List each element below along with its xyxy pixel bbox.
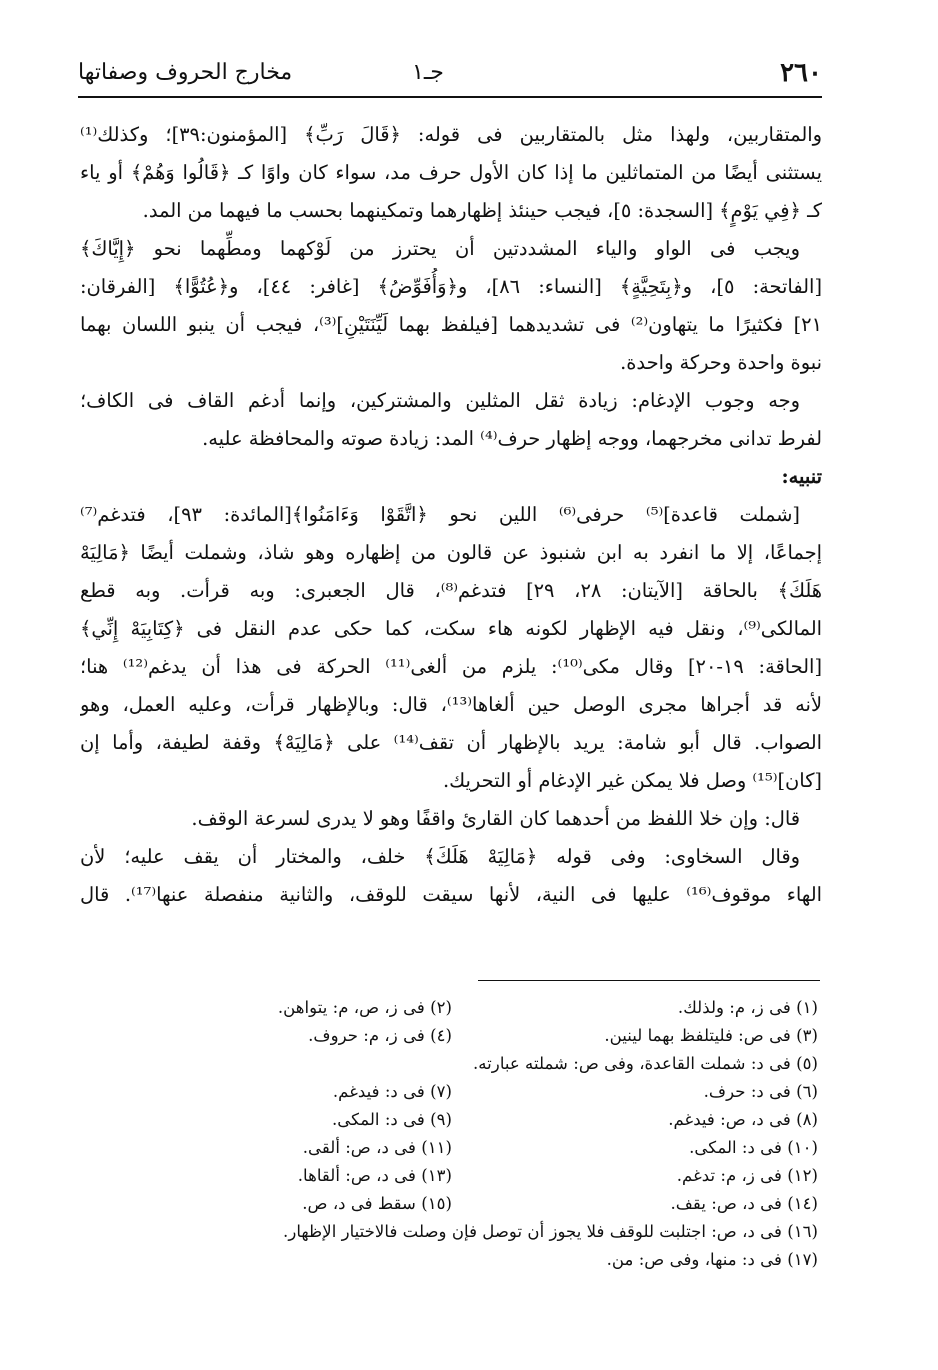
text-line: وجه وجوب الإدغام: زيادة ثقل المثلين والمشتركين، وإنما أدغم القاف فى الكاف؛ (80, 389, 800, 412)
footnote: (٨) فى د، ص: فيدغم. (668, 1110, 818, 1129)
text-line: [شملت قاعدة]⁽⁵⁾ حرفى⁽⁶⁾ اللين نحو ﴿اتَّقَوْا وَءَامَنُوا﴾[المائدة: ٩٣]، فتدغم⁽⁷⁾ (80, 503, 800, 526)
footnotes (80, 994, 822, 1274)
footnote: (١٠) فى د: المكى. (689, 1138, 818, 1157)
footnote: (٣) فى ص: فليتلفظ بهما لينين. (604, 1026, 818, 1045)
text-line: ٢١] فكثيرًا ما يتهاون⁽²⁾ فى تشديدهما [فيلفظ بهما لَيِّنَتَيْنِ]⁽³⁾، فيجب أن ينبو اللسان بهما (80, 313, 822, 336)
text-line: الصواب. قال أبو شامة: يريد بالإظهار أن تقف⁽¹⁴⁾ على ﴿مَالِيَهْ﴾ وقفة لطيفة، وأما إن (80, 731, 822, 754)
header-rule (78, 96, 822, 98)
footnote: (٧) فى د: فيدغم. (332, 1082, 452, 1101)
text-line: وقال السخاوى: وفى قوله ﴿مَالِيَهْ هَلَكَ﴾ خلف، والمختار أن يقف عليه؛ لأن (80, 845, 800, 868)
footnote: (١٦) فى د، ص: اجتلبت للوقف فلا يجوز أن توصل فإن وصلت فالاختيار الإظهار. (283, 1222, 818, 1241)
text-line: الهاء موقوف⁽¹⁶⁾ عليها فى النية، لأنها سيقت للوقف، والثانية منفصلة عنها⁽¹⁷⁾. قال (80, 883, 822, 906)
text-line: لأنه قد أجراها مجرى الوصل حين ألغاها⁽¹³⁾، قال: وبالإظهار قرأت، وعليه العمل، وهو (80, 693, 822, 716)
footnote: (٤) فى ز، م: حروف. (308, 1026, 452, 1045)
footnote: (١٧) فى د: منها، وفى ص: من. (606, 1250, 818, 1269)
footnote: (١٤) فى د، ص: يقف. (670, 1194, 818, 1213)
text-line: هَلَكَ﴾ بالحاقة [الآيتان: ٢٨، ٢٩] فتدغم⁽⁸⁾، قال الجعبرى: وبه قرأت. وبه قطع (80, 579, 822, 602)
main-text (80, 116, 822, 914)
text-line: ويجب فى الواو والياء المشددتين أن يحترز من لَوْكهما ومطِّهما نحو ﴿إِيَّاكَ﴾ (80, 237, 800, 260)
footnote-row (80, 1162, 822, 1190)
footnote: (٢) فى ز، ص، م: يتواهن. (277, 998, 452, 1017)
footnote: (١) فى ز، م: ولذلك. (677, 998, 818, 1017)
footnote-row (80, 1106, 822, 1134)
text-line: [الفاتحة: ٥]، و﴿بِتَحِيَّةٍ﴾ [النساء: ٨٦]، و﴿وَأُفَوِّضُ﴾ [غافر: ٤٤]، و﴿عُتُوًّا﴾ [الفرقان: (80, 275, 822, 298)
text-line: [الحاقة: ١٩-٢٠] وقال مكى⁽¹⁰⁾: يلزم من ألغى⁽¹¹⁾ الحركة فى هذا أن يدغم⁽¹²⁾ هنا؛ (80, 655, 822, 678)
footnote-rule (478, 980, 820, 981)
footnote-row (80, 1022, 822, 1050)
footnote: (١٥) سقط فى د، ص. (302, 1194, 452, 1213)
footnote-row (80, 1078, 822, 1106)
text-line: نبوة واحدة وحركة واحدة. (620, 351, 822, 374)
footnote-row (80, 1246, 822, 1274)
running-title: مخارج الحروف وصفاتها (78, 60, 293, 85)
footnote: (١٣) فى د، ص: ألقاها. (297, 1166, 452, 1185)
text-line: إجماعًا، إلا ما انفرد به ابن شنبوذ عن قالون من إظهاره وهو شاذ، وشملت أيضًا ﴿مَالِيَهْ (80, 541, 822, 564)
footnote-row (80, 1134, 822, 1162)
text-line: المالكى⁽⁹⁾، ونقل فيه الإظهار لكونه هاء سكت، كما حكى عدم النقل فى ﴿كِتَابِيَهْ إِنِّي﴾ (80, 617, 822, 640)
footnote: (٩) فى د: المكى. (332, 1110, 452, 1129)
section-heading: تنبيه: (781, 465, 822, 488)
page-number: ٢٦٠ (780, 58, 822, 88)
text-line: لفرط تدانى مخرجهما، ووجه إظهار حرف⁽⁴⁾ المد: زيادة صوته والمحافظة عليه. (202, 427, 822, 450)
text-line: قال: وإن خلا اللفظ من أحدهما كان القارئ واقفًا وهو لا يدرى لسرعة الوقف. (191, 807, 800, 830)
footnote: (١١) فى د، ص: ألقى. (302, 1138, 452, 1157)
text-line: [كان]⁽¹⁵⁾ وصل فلا يمكن غير الإدغام أو التحريك. (442, 769, 822, 792)
footnote-row (80, 994, 822, 1022)
footnote: (٥) فى د: شملت القاعدة، وفى ص: شملته عبارته. (473, 1054, 818, 1073)
footnote: (٦) فى د: حرف. (703, 1082, 818, 1101)
text-line: والمتقاربين، ولهذا مثل بالمتقاربين فى قوله: ﴿قَالَ رَبِّ﴾ [المؤمنون:٣٩]؛ وكذلك⁽¹⁾ (80, 123, 822, 146)
volume-label: جـ١ (412, 60, 444, 85)
footnote-row (80, 1190, 822, 1218)
footnote-row (80, 1218, 822, 1246)
footnote-row (80, 1050, 822, 1078)
page-header (78, 56, 822, 96)
text-line: كـ ﴿فِي يَوْمٍ﴾ [السجدة: ٥]، فيجب حينئذ إظهارهما وتمكينهما بحسب ما فيهما من المد. (142, 199, 822, 222)
footnote: (١٢) فى ز، م: تدغم. (676, 1166, 818, 1185)
text-line: يستثنى أيضًا من المتماثلين ما إذا كان الأول حرف مد، سواء كان واوًا كـ ﴿قَالُوا وَهُمْ﴾ أو ياء (80, 161, 822, 184)
